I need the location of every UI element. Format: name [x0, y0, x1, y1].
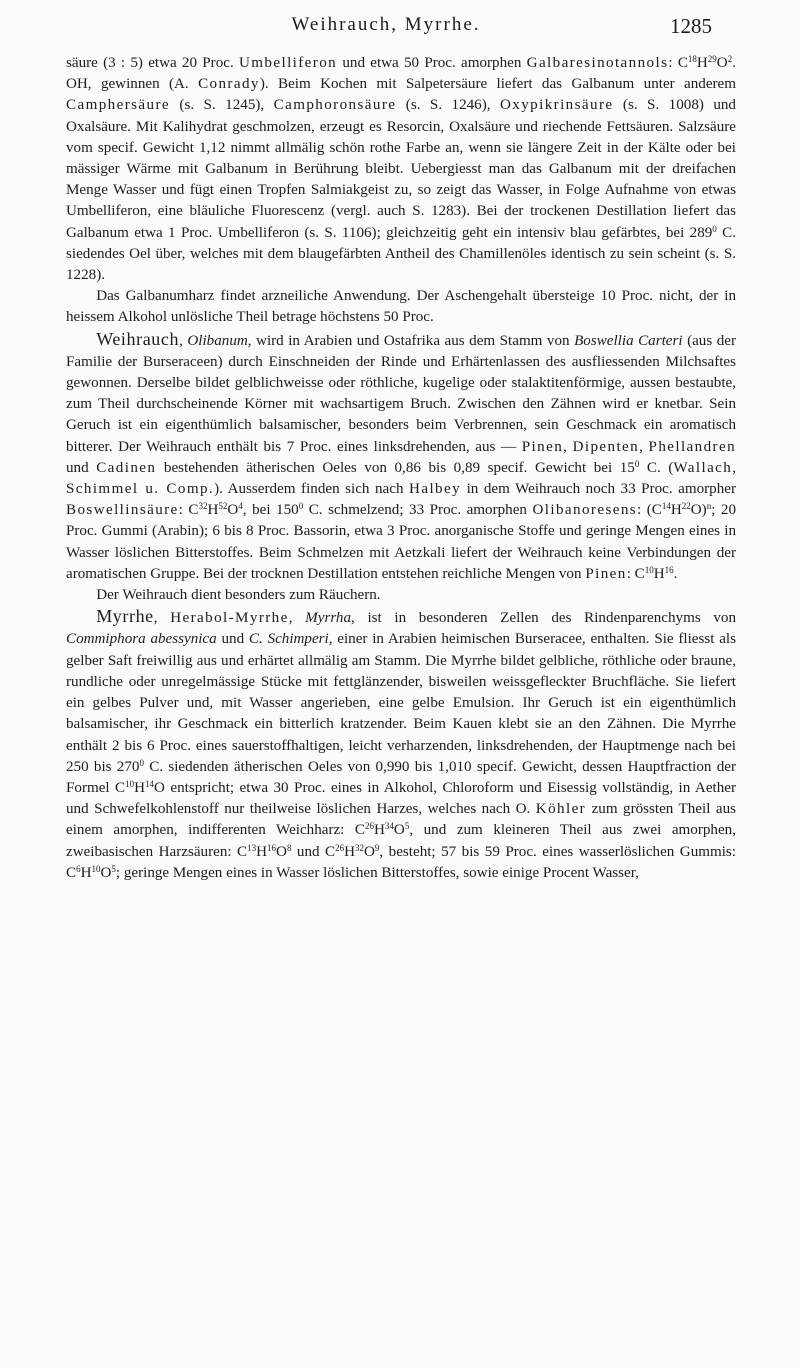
entry-subheading: Herabol-Myrrhe — [170, 610, 289, 627]
running-title: Weihrauch, Myrrhe. — [291, 14, 481, 35]
galbanum-paragraph-continued: säure (3 : 5) etwa 20 Proc. Umbelliferon und etwa 50 Proc. amorphen Galbaresinotannols: $C^{18}H^{29}O^2$. OH, gewinnen (A. Conrady). Beim Kochen mit Salpetersäure liefert das Galbanum unter anderem Camphersäure (s. S. 1245), Camphoronsäure (s. S. 1246), Oxypikrinsäure (s. S. 1008) und Oxalsäure. Mit Kalihydrat geschmolzen, erzeugt es Resorcin, Oxalsäure und riechende Fettsäuren. Salzsäure vom specif. Gewicht 1,12 nimmt allmälig schön rothe Farbe an, wenn sie längere Zeit in der Kälte oder bei mässiger Wärme mit Galbanum in Berührung bleibt. Uebergiesst man das Galbanum mit der dreifachen Menge Wasser und fügt einen Tropfen Salmiakgeist zu, so zeigt das Wasser, in Folge Aufnahme von etwas Umbelliferon, eine bläuliche Fluorescenz (vergl. auch S. 1283). Bei der trockenen Destillation liefert das Galbanum etwa 1 Proc. Umbelliferon (s. S. 1106); gleichzeitig geht ein intensiv blau gefärbtes, bei $289^0$ C. siedendes Oel über, welches mit dem blaugefärbten Antheil des Chamillenöles identisch zu sein scheint (s. S. 1228). — [66, 54, 736, 284]
entry-heading-weihrauch: Weihrauch — [96, 328, 180, 349]
author-name: Halbey — [409, 481, 462, 498]
myrrhe-paragraph: Myrrhe, Herabol-Myrrhe, Myrrha, ist in besonderen Zellen des Rindenparenchyms von Commiphora abessynica und C. Schimperi, einer in Arabien heimischen Burseracee, enthalten. Sie fliesst als gelber Saft freiwillig aus und erhärtet allmälig am Stamm. Die Myrrhe bildet gelbliche, röthliche oder braune, rundliche oder unregelmässige Stücke mit fettglänzender, bisweilen weissgefleckter Bruchfläche. Sie liefert ein gelbes Pulver und, mit Wasser angerieben, eine gelbe Emulsion. Ihr Geruch ist ein eigenthümlich balsamischer, ihr Geschmack ein bitterlich kratzender. Beim Kauen klebt sie an den Zähnen. Die Myrrhe enthält 2 bis 6 Proc. eines sauerstoffhaltigen, leicht verharzenden, linksdrehenden, der Hauptmenge nach bei 250 bis $270^0$ C. siedenden ätherischen Oeles von 0,990 bis 1,010 specif. Gewicht, dessen Hauptfraction der Formel $C^{10}H^{14}O$ entspricht; etwa 30 Proc. eines in Alkohol, Chloroform und Eisessig vollständig, in Aether und Schwefelkohlenstoff nur theilweise löslichen Harzes, welches nach O. Köhler zum grössten Theil aus einem amorphen, indifferenten Weichharz: $C^{26}H^{34}O^5$, und zum kleineren Theil aus zwei amorphen, zweibasischen Harzsäuren: $C^{13}H^{16}O^8$ und $C^{26}H^{32}O^9$, besteht; 57 bis 59 Proc. eines wasserlöslichen Gummis: $C^6H^{10}O^5$; geringe Mengen eines in Wasser löslichen Bitterstoffes, sowie einige Procent Wasser, — [66, 606, 737, 881]
term-camphersaeure: Camphersäure — [66, 97, 170, 114]
species-name: Commiphora abessynica — [66, 631, 217, 648]
entry-heading-myrrhe: Myrrhe — [96, 606, 154, 627]
term-camphoronsaeure: Camphoronsäure — [273, 97, 397, 114]
term-galbaresinotannol: Galbaresinotannols — [526, 55, 669, 71]
term-umbelliferon: Umbelliferon — [238, 55, 338, 71]
page-number: 1285 — [670, 14, 712, 38]
body-text — [66, 53, 736, 884]
species-name: Boswellia Carteri — [574, 332, 683, 349]
term-oxypikrinsaeure: Oxypikrinsäure — [499, 97, 614, 114]
species-name: C. Schimperi — [248, 631, 329, 648]
author-name: Wallach — [673, 459, 733, 476]
weihrauch-paragraph: Weihrauch, Olibanum, wird in Arabien und Ostafrika aus dem Stamm von Boswellia Carteri (aus der Familie der Burseraceen) durch Einschneiden der Rinde und Erhärtenlassen des ausfliessenden Milchsaftes gewonnen. Derselbe bildet gelblichweisse oder röthliche, kugelige oder stalaktitenförmige, aussen bestaubte, zum Theil durchscheinende Körner mit wachsartigem Bruch. Zwischen den Zähnen wird er knetbar. Sein Geruch ist ein eigenthümlich balsamischer, besonders beim Verbrennen, sein Geschmack ein aromatisch bitterer. Der Weihrauch enthält bis 7 Proc. eines linksdrehenden, aus — Pinen, Dipenten, Phellandren und Cadinen bestehenden ätherischen Oeles von 0,86 bis 0,89 specif. Gewicht bei $15^0$ C. (Wallach, Schimmel u. Comp.). Ausserdem finden sich nach Halbey in dem Weihrauch noch 33 Proc. amorpher Boswellinsäure: $C^{32}H^{52}O^4$, bei $150^0$ C. schmelzend; 33 Proc. amorphen Olibanoresens: $(C^{14}H^{22}O)^n$; 20 Proc. Gummi (Arabin); 6 bis 8 Proc. Bassorin, etwa 3 Proc. anorganische Stoffe und geringe Mengen eines in Wasser löslichen Bitterstoffes. Beim Schmelzen mit Aetzkali liefert der Weihrauch keine Verbindungen der aromatischen Gruppe. Bei der trocknen Destillation entstehen reichliche Mengen von Pinen: $C^{10}H^{16}$. — [66, 328, 737, 582]
author-name: Köhler — [535, 801, 587, 818]
weihrauch-usage-paragraph: Der Weihrauch dient besonders zum Räuchern. — [96, 587, 381, 604]
running-head — [60, 14, 712, 42]
author-name: Conrady — [198, 76, 260, 93]
author-name: Schimmel u. Comp. — [66, 481, 215, 498]
galbanum-usage-paragraph: Das Galbanumharz findet arzneiliche Anwendung. Der Aschengehalt übersteige 10 Proc. nicht, der in heissem Alkohol unlösliche Theil betrage höchstens 50 Proc. — [66, 288, 736, 326]
